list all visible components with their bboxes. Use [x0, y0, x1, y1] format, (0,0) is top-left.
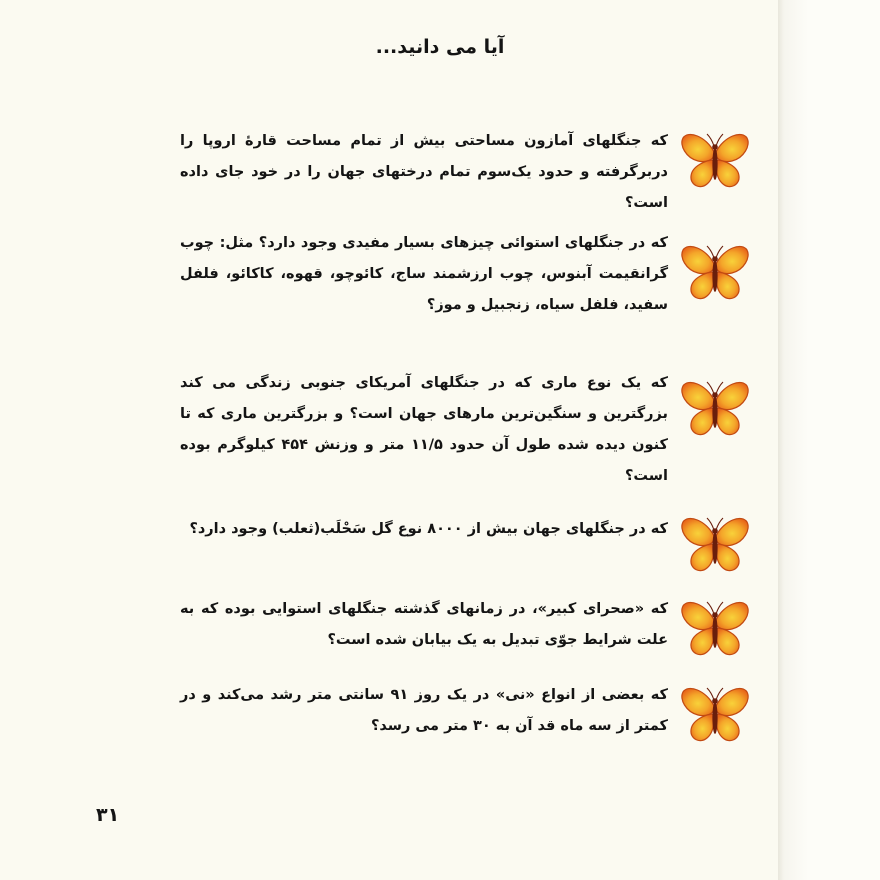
fact-text: که جنگلهای آمازون مساحتی بیش از تمام مساحت قارهٔ اروپا را دربرگرفته و حدود یک‌سوم تمام درختهای جهان را در خود جای داده است؟	[180, 133, 668, 211]
fact-text: که در جنگلهای جهان بیش از ۸۰۰۰ نوع گل سَحْلَب(ثعلب) وجود دارد؟	[189, 521, 668, 537]
butterfly-icon	[680, 684, 750, 746]
butterfly-icon	[680, 598, 750, 660]
fact-text: که «صحرای کبیر»، در زمانهای گذشته جنگلهای استوایی بوده که به علت شرایط جوّی تبدیل به یک بیابان شده است؟	[180, 601, 668, 648]
butterfly-icon	[680, 242, 750, 304]
page-number: ۳۱	[96, 804, 120, 826]
page-gutter	[778, 0, 880, 880]
page-title: آیا می دانید...	[375, 36, 505, 58]
butterfly-icon	[680, 378, 750, 440]
fact-text: که در جنگلهای استوائی چیزهای بسیار مفیدی وجود دارد؟ مثل: چوب گرانقیمت آبنوس، چوب ارزشمند ساج، کائوچو، قهوه، کاکائو، فلفل سفید، فلفل سیاه، زنجبیل و موز؟	[180, 235, 668, 313]
butterfly-icon	[680, 514, 750, 576]
fact-text: که بعضی از انواع «نی» در یک روز ۹۱ سانتی متر رشد می‌کند و در کمتر از سه ماه قد آن به ۳۰ متر می رسد؟	[180, 687, 668, 734]
butterfly-icon	[680, 130, 750, 192]
fact-text: که یک نوع ماری که در جنگلهای آمریکای جنوبی زندگی می کند بزرگترین و سنگین‌ترین مارهای جهان است؟ و بزرگترین ماری که تا کنون دیده شده طول آن حدود ۱۱/۵ متر و وزنش ۴۵۴ کیلوگرم بوده است؟	[180, 375, 668, 484]
